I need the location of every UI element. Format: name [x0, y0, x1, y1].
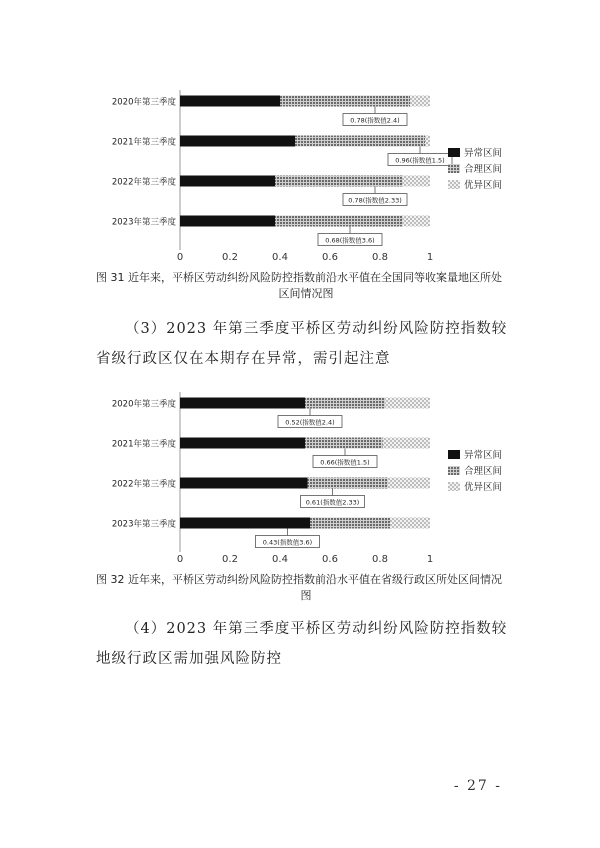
x-tick-label: 0 — [176, 252, 184, 263]
bar-segment-reasonable — [305, 398, 385, 409]
bar-segment-reasonable — [295, 136, 425, 147]
legend-swatch — [448, 148, 460, 157]
legend-label: 合理区间 — [464, 164, 503, 175]
category-label: 2022年第三季度 — [111, 479, 176, 490]
bar-segment-excellent — [403, 216, 431, 227]
category-label: 2023年第三季度 — [111, 217, 176, 228]
bar-segment-excellent — [388, 478, 431, 489]
annotation-label: 0.52(指数值2.4) — [285, 418, 335, 427]
annotation-label: 0.43(指数值3.6) — [262, 538, 313, 547]
chart-fig32-svg — [100, 386, 520, 566]
annotation-label: 0.78(指数值2.33) — [348, 196, 402, 205]
bar-segment-excellent — [403, 176, 431, 187]
legend-swatch — [448, 466, 460, 475]
legend-swatch — [448, 180, 460, 189]
x-tick-label: 0.2 — [222, 252, 238, 263]
category-label: 2020年第三季度 — [111, 97, 176, 108]
annotation-label: 0.78(指数值2.4) — [350, 116, 400, 125]
caption-fig32-line1: 图 32 近年来，平桥区劳动纠纷风险防控指数前沿水平值在省级行政区所处区间情况 — [96, 573, 502, 586]
x-tick-label: 1 — [426, 252, 434, 263]
bar-segment-abnormal — [180, 136, 295, 147]
bar-segment-abnormal — [180, 176, 275, 187]
legend-swatch — [448, 164, 460, 173]
paragraph-4-text: （4）2023 年第三季度平桥区劳动纠纷风险防控指数较地级行政区需加强风险防控 — [96, 621, 508, 667]
caption-fig31 — [96, 270, 516, 302]
category-label: 2021年第三季度 — [111, 137, 176, 148]
category-label: 2020年第三季度 — [111, 399, 176, 410]
chart-fig32 — [100, 386, 520, 566]
bar-segment-excellent — [410, 96, 430, 107]
x-tick-label: 0.8 — [372, 252, 388, 263]
bar-segment-excellent — [385, 398, 430, 409]
chart-fig31-svg — [100, 84, 520, 264]
annotation-label: 0.66(指数值1.5) — [320, 458, 370, 467]
x-tick-label: 0.4 — [272, 252, 288, 263]
page-number: - 27 - — [453, 778, 502, 794]
legend-label: 合理区间 — [464, 466, 503, 477]
legend-label: 异常区间 — [464, 148, 503, 159]
caption-fig31-line2: 区间情况图 — [278, 287, 334, 300]
category-label: 2023年第三季度 — [111, 519, 176, 530]
x-tick-label: 0.4 — [272, 554, 288, 565]
x-tick-label: 0.8 — [372, 554, 388, 565]
bar-segment-excellent — [425, 136, 430, 147]
caption-fig31-line1: 图 31 近年来，平桥区劳动纠纷风险防控指数前沿水平值在全国同等收案量地区所处 — [96, 271, 502, 284]
bar-segment-excellent — [390, 518, 430, 529]
legend-label: 优异区间 — [464, 180, 503, 191]
legend-swatch — [448, 450, 460, 459]
chart-fig31 — [100, 84, 520, 264]
bar-segment-abnormal — [180, 438, 305, 449]
category-label: 2021年第三季度 — [111, 439, 176, 450]
bar-segment-abnormal — [180, 216, 275, 227]
bar-segment-reasonable — [308, 478, 388, 489]
x-tick-label: 0 — [176, 554, 184, 565]
bar-segment-excellent — [383, 438, 431, 449]
x-tick-label: 0.2 — [222, 554, 238, 565]
x-tick-label: 1 — [426, 554, 434, 565]
legend-label: 优异区间 — [464, 482, 503, 493]
bar-segment-abnormal — [180, 478, 308, 489]
bar-segment-abnormal — [180, 518, 310, 529]
annotation-label: 0.96(指数值1.5) — [395, 156, 445, 165]
paragraph-3-text: （3）2023 年第三季度平桥区劳动纠纷风险防控指数较省级行政区仅在本期存在异常，需引起注意 — [96, 321, 508, 367]
legend-label: 异常区间 — [464, 450, 503, 461]
bar-segment-abnormal — [180, 398, 305, 409]
caption-fig32-line2: 图 — [300, 589, 312, 602]
caption-fig32 — [96, 572, 516, 604]
paragraph-4 — [96, 614, 516, 674]
bar-segment-reasonable — [280, 96, 410, 107]
bar-segment-reasonable — [310, 518, 390, 529]
category-label: 2022年第三季度 — [111, 177, 176, 188]
legend-swatch — [448, 482, 460, 491]
paragraph-3 — [96, 314, 516, 374]
bar-segment-abnormal — [180, 96, 280, 107]
annotation-label: 0.61(指数值2.33) — [305, 498, 360, 507]
annotation-label: 0.68(指数值3.6) — [325, 236, 375, 245]
bar-segment-reasonable — [275, 176, 403, 187]
bar-segment-reasonable — [305, 438, 383, 449]
bar-segment-reasonable — [275, 216, 403, 227]
x-tick-label: 0.6 — [322, 554, 338, 565]
x-tick-label: 0.6 — [322, 252, 338, 263]
